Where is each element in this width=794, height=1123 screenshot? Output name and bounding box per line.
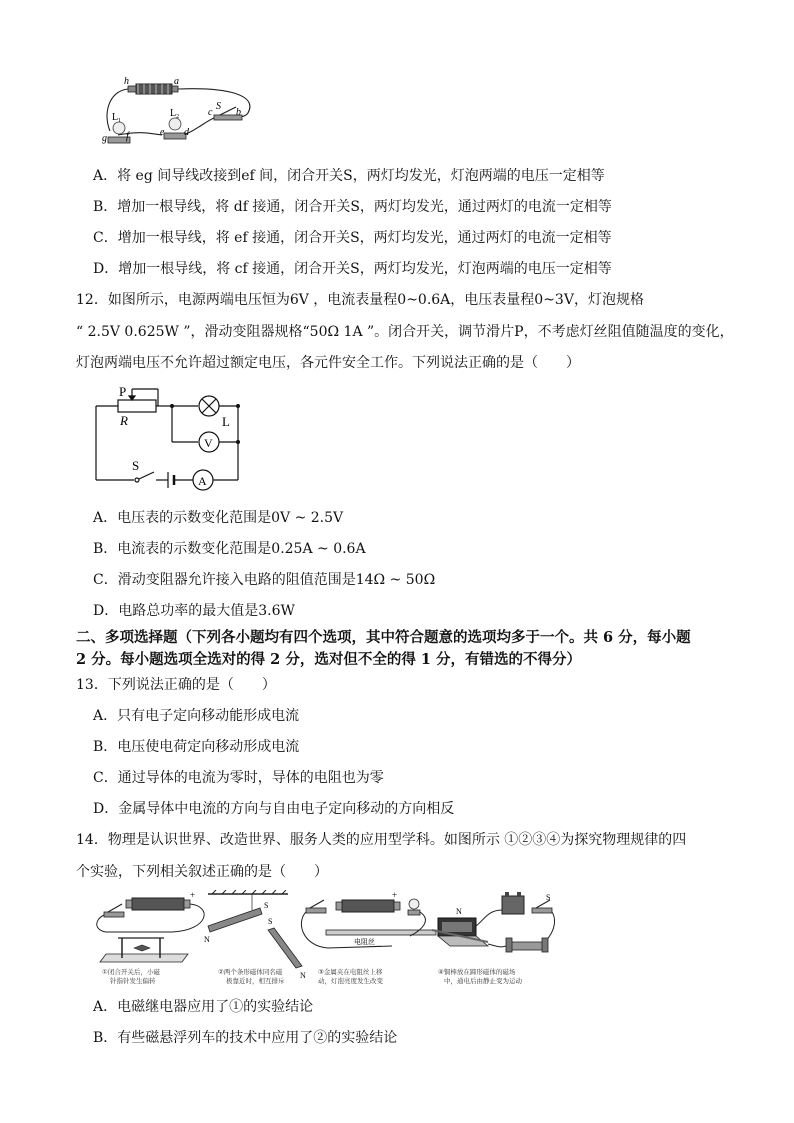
q12-option-d: D．电路总功率的最大值是3.6W	[93, 603, 295, 619]
svg-text:动，灯泡亮度发生改变: 动，灯泡亮度发生改变	[318, 977, 383, 985]
q14-option-b: B．有些磁悬浮列车的技术中应用了②的实验结论	[93, 1030, 398, 1046]
svg-text:+: +	[190, 890, 196, 900]
svg-text:N: N	[300, 971, 306, 980]
label-g: g	[102, 133, 107, 144]
svg-text:电阻丝: 电阻丝	[354, 938, 375, 946]
label-a: a	[174, 76, 179, 87]
label-h: h	[124, 76, 129, 87]
svg-text:④铜棒放在蹄形磁体的磁场: ④铜棒放在蹄形磁体的磁场	[438, 968, 516, 976]
label-f: f	[126, 131, 129, 142]
svg-text:S: S	[546, 893, 551, 902]
bulb-L2	[169, 118, 181, 130]
experiments-figure-q14	[92, 890, 562, 992]
q13-option-a: A．只有电子定向移动能形成电流	[93, 708, 300, 724]
q13-option-b: B．电压使电荷定向移动形成电流	[93, 739, 300, 755]
label-A: A	[198, 474, 207, 488]
q14-stem-line1: 14．物理是认识世界、改造世界、服务人类的应用型学科。如图所示 ①②③④为探究物理规律的四	[76, 832, 687, 848]
q14-option-a: A．电磁继电器应用了①的实验结论	[93, 999, 314, 1015]
q13-stem: 13．下列说法正确的是（ ）	[76, 677, 276, 693]
section2-heading-line1: 二、多项选择题（下列各小题均有四个选项，其中符合题意的选项均多于一个。共 6 分，每小题	[76, 629, 691, 646]
label-switch-S: S	[216, 101, 221, 112]
q14-stem-line2: 个实验，下列相关叙述正确的是（ ）	[76, 864, 328, 880]
svg-text:②两个条形磁体同名磁: ②两个条形磁体同名磁	[218, 968, 283, 976]
label-P: P	[119, 384, 127, 399]
svg-text:+: +	[392, 890, 398, 900]
section2-heading-line2: 2 分。每小题选项全选对的得 2 分，选对但不全的得 1 分，有错选的不得分）	[76, 651, 582, 668]
label-L2: $L_2$	[170, 108, 180, 120]
svg-text:中，通电后由静止变为运动: 中，通电后由静止变为运动	[444, 977, 522, 985]
rheostat-R	[118, 400, 156, 412]
battery-body	[136, 84, 172, 94]
experiment-4	[432, 892, 555, 985]
label-c: c	[208, 107, 213, 118]
svg-text:①闭合开关后，小磁: ①闭合开关后，小磁	[102, 968, 160, 976]
q12-stem-line2: “ 2.5V 0.625W ”，滑动变阻器规格“50Ω 1A ”。闭合开关，调节滑片P，不考虑灯丝阻值随温度的变化，	[76, 324, 734, 340]
circuit-figure-q12	[92, 384, 247, 494]
experiment-3	[301, 890, 436, 985]
svg-text:针指针发生偏转: 针指针发生偏转	[110, 977, 156, 985]
label-e: e	[160, 127, 165, 138]
label-V: V	[204, 436, 213, 450]
q12-option-b: B．电流表的示数变化范围是0.25A ~ 0.6A	[93, 541, 366, 557]
q12-stem-line1: 12．如图所示，电源两端电压恒为6V ，电流表量程0~0.6A，电压表量程0~3V，灯泡规格	[76, 292, 644, 308]
label-S: S	[132, 458, 140, 473]
label-b: b	[236, 107, 241, 118]
svg-text:N: N	[456, 907, 462, 916]
circuit-figure-q11	[98, 75, 258, 150]
label-d: d	[184, 127, 189, 138]
q12-stem-line3: 灯泡两端电压不允许超过额定电压，各元件安全工作。下列说法正确的是（ ）	[76, 355, 580, 371]
q11-option-a: A．将 eg 间导线改接到ef 间，闭合开关S，两灯均发光，灯泡两端的电压一定相等	[93, 168, 605, 184]
label-L1: $L_1$	[112, 112, 122, 124]
svg-text:③金属夹在电阻丝上移: ③金属夹在电阻丝上移	[318, 968, 383, 976]
q13-option-c: C．通过导体的电流为零时，导体的电阻也为零	[93, 770, 384, 786]
q12-option-c: C．滑动变阻器允许接入电路的阻值范围是14Ω ~ 50Ω	[93, 572, 436, 588]
experiment-1	[97, 890, 204, 985]
q12-option-a: A．电压表的示数变化范围是0V ~ 2.5V	[93, 510, 344, 526]
label-R: R	[120, 413, 128, 428]
experiment-2	[204, 890, 306, 985]
q11-option-b: B．增加一根导线，将 df 接通，闭合开关S，两灯均发光，通过两灯的电流一定相等	[93, 199, 612, 215]
label-L: L	[222, 414, 230, 429]
q11-option-c: C．增加一根导线，将 ef 接通，闭合开关S，两灯均发光，通过两灯的电流一定相等	[93, 230, 612, 246]
q13-option-d: D．金属导体中电流的方向与自由电子定向移动的方向相反	[93, 801, 455, 817]
svg-text:极靠近时，相互排斥: 极靠近时，相互排斥	[226, 977, 285, 985]
svg-text:S: S	[268, 917, 273, 926]
q11-option-d: D．增加一根导线，将 cf 接通，闭合开关S，两灯均发光，灯泡两端的电压一定相等	[93, 261, 612, 277]
svg-text:N: N	[204, 935, 210, 944]
svg-text:S: S	[264, 901, 269, 910]
